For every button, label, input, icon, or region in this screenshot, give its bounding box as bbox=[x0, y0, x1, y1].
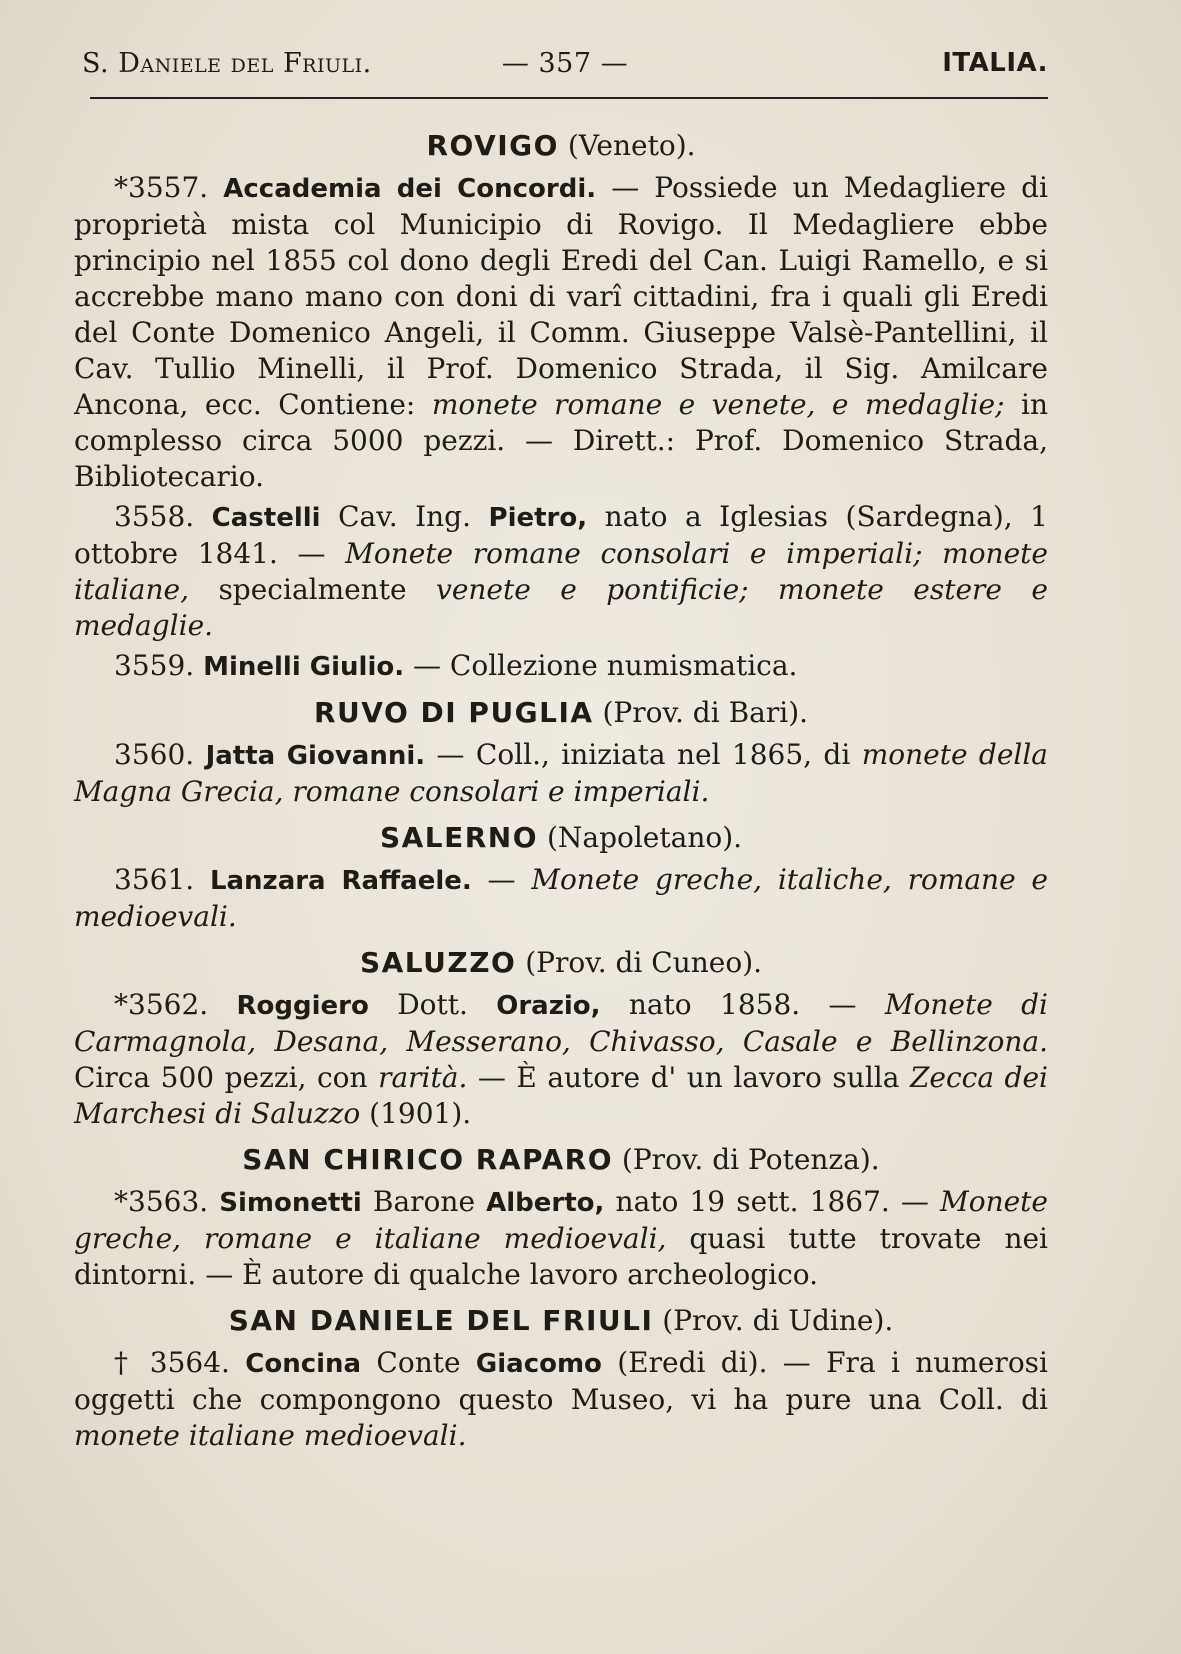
city-heading bbox=[74, 1303, 1048, 1339]
entry-italic-text: monete della Magna Grecia, romane consolari e imperiali. bbox=[74, 738, 1048, 808]
city-name: SAN DANIELE DEL FRIULI bbox=[228, 1304, 654, 1337]
collection-entry bbox=[74, 170, 1048, 495]
entry-text: Barone bbox=[361, 1185, 487, 1218]
region-name: (Veneto). bbox=[567, 129, 696, 162]
entry-name: Accademia dei Concordi. bbox=[223, 174, 597, 204]
city-heading bbox=[74, 945, 1048, 981]
entry-text: nato 19 sett. 1867. — bbox=[604, 1185, 941, 1218]
entry-text: — È autore d' un lavoro sulla bbox=[467, 1061, 910, 1094]
entry-text: — Possiede un Medagliere di proprietà mista col Municipio di Rovigo. Il Medagliere ebbe principio nel 1855 col dono degli Eredi del Can. Luigi Ramello, e si accrebbe mano mano con doni di varî cittadini, fra i quali gli Eredi del Conte Domenico Angeli, il Comm. Giuseppe Valsè-Pantellini, il Cav. Tullio Minelli, il Prof. Domenico Strada, il Sig. Amilcare Ancona, ecc. Contiene: bbox=[74, 171, 1049, 421]
entry-number: 3559. bbox=[114, 649, 195, 682]
entry-name: Pietro, bbox=[488, 503, 588, 533]
city-heading bbox=[74, 820, 1048, 856]
city-name: SALERNO bbox=[379, 821, 539, 854]
entry-number: 3558. bbox=[114, 500, 195, 533]
city-name: SALUZZO bbox=[359, 946, 517, 979]
city-heading bbox=[74, 128, 1048, 164]
entry-italic-text: venete e pontificie; monete estere e medaglie. bbox=[74, 573, 1048, 642]
entry-text: Circa 500 pezzi, con bbox=[74, 1061, 379, 1094]
entry-number: 3560. bbox=[114, 738, 195, 771]
entry-italic-text: Monete di Carmagnola, Desana, Messerano, Chivasso, Casale e Bellinzona. bbox=[74, 988, 1048, 1058]
collection-entry bbox=[74, 987, 1048, 1132]
entry-text: — bbox=[471, 863, 532, 896]
entry-text: — Collezione numismatica. bbox=[404, 649, 798, 682]
running-title: S. Daniele del Friuli. bbox=[82, 48, 372, 79]
entry-text: specialmente bbox=[189, 573, 436, 606]
entry-name: Concina bbox=[245, 1349, 362, 1379]
entry-text: Conte bbox=[361, 1346, 476, 1379]
entry-number: 3561. bbox=[114, 863, 195, 896]
entry-italic-text: Monete romane consolari e imperiali; monete italiane, bbox=[74, 537, 1048, 606]
page-number: — 357 — bbox=[501, 48, 629, 79]
region-name: (Prov. di Udine). bbox=[662, 1304, 894, 1337]
city-name: RUVO DI PUGLIA bbox=[313, 696, 594, 729]
entry-name: Simonetti bbox=[219, 1188, 362, 1218]
entry-italic-text: monete italiane medioevali. bbox=[74, 1419, 467, 1452]
city-name: ROVIGO bbox=[426, 129, 559, 162]
entry-text: — Coll., iniziata nel 1865, di bbox=[425, 738, 862, 771]
entry-name: Giacomo bbox=[475, 1349, 602, 1379]
header-rule bbox=[90, 97, 1048, 99]
collection-entry bbox=[74, 737, 1048, 810]
entry-text: nato a Iglesias (Sardegna), 1 ottobre 1841. — bbox=[74, 500, 1048, 570]
entry-name: Alberto, bbox=[486, 1188, 605, 1218]
city-heading bbox=[74, 1142, 1048, 1178]
page-body bbox=[74, 118, 1048, 1458]
collection-entry bbox=[74, 648, 1048, 685]
entry-text: quasi tutte trovate nei dintorni. — È autore di qualche lavoro archeologico. bbox=[74, 1222, 1049, 1291]
entry-text: (Eredi di). — Fra i numerosi oggetti che compongono questo Museo, vi ha pure una Coll. di bbox=[74, 1346, 1048, 1416]
entry-name: Orazio, bbox=[496, 991, 601, 1021]
city-heading bbox=[74, 695, 1048, 731]
collection-entry bbox=[74, 1184, 1048, 1293]
entry-number: *3563. bbox=[114, 1185, 209, 1218]
entry-italic-text: rarità. bbox=[378, 1061, 468, 1094]
region-name: (Prov. di Bari). bbox=[602, 696, 809, 729]
region-name: (Prov. di Potenza). bbox=[621, 1143, 880, 1176]
entry-number: *3557. bbox=[114, 171, 209, 204]
entry-text: in complesso circa 5000 pezzi. — Dirett.: Prof. Domenico Strada, Bibliotecario. bbox=[74, 388, 1049, 493]
entry-name: Lanzara Raffaele. bbox=[209, 866, 472, 896]
city-name: SAN CHIRICO RAPARO bbox=[242, 1143, 614, 1176]
entry-number: † 3564. bbox=[114, 1346, 230, 1379]
entry-italic-text: Monete greche, italiche, romane e medioevali. bbox=[74, 863, 1048, 933]
collection-entry bbox=[74, 1345, 1048, 1454]
entry-italic-text: Zecca dei Marchesi di Saluzzo bbox=[74, 1061, 1048, 1130]
entry-text: Dott. bbox=[368, 988, 497, 1021]
entry-name: Minelli Giulio. bbox=[203, 652, 405, 682]
collection-entry bbox=[74, 862, 1048, 935]
collection-entry bbox=[74, 499, 1048, 644]
country-heading: ITALIA. bbox=[942, 48, 1048, 78]
entry-text: (1901). bbox=[360, 1097, 472, 1130]
entry-number: *3562. bbox=[114, 988, 209, 1021]
entry-name: Roggiero bbox=[236, 991, 369, 1021]
entry-text: Cav. Ing. bbox=[320, 500, 489, 533]
entry-italic-text: monete romane e venete, e medaglie; bbox=[431, 388, 1005, 421]
page-header bbox=[82, 48, 1048, 88]
entry-text: nato 1858. — bbox=[600, 988, 885, 1021]
region-name: (Prov. di Cuneo). bbox=[525, 946, 763, 979]
entry-italic-text: Monete greche, romane e italiane medioevali, bbox=[74, 1185, 1048, 1255]
entry-name: Jatta Giovanni. bbox=[205, 741, 426, 771]
entry-name: Castelli bbox=[211, 503, 321, 533]
region-name: (Napoletano). bbox=[546, 821, 743, 854]
